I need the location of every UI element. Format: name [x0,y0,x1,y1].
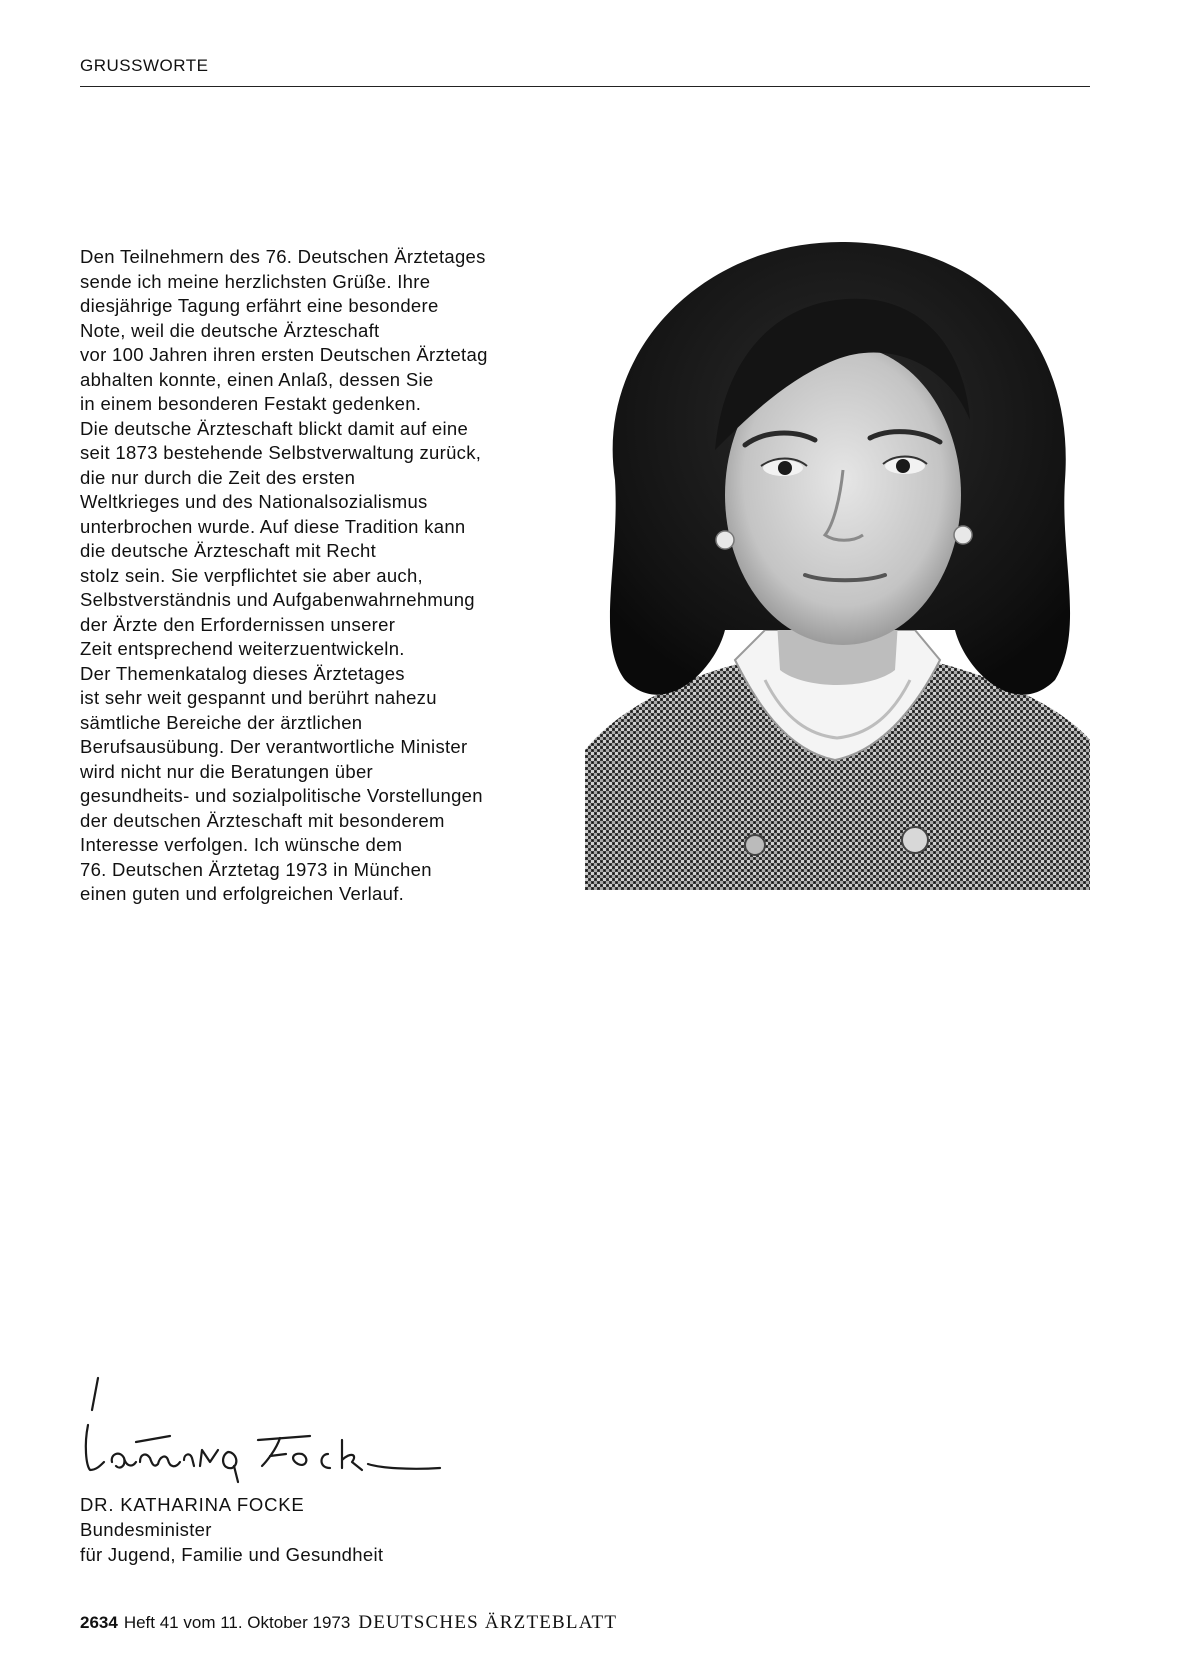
signature [80,1370,460,1490]
issue-info: Heft 41 vom 11. Oktober 1973 [123,1613,351,1632]
text-line: diesjährige Tagung erfährt eine besondere [80,295,439,316]
text-line: seit 1873 bestehende Selbstverwaltung zurück, [80,442,482,463]
text-line: Zeit entsprechend weiterzuentwickeln. [80,638,405,659]
text-line: Berufsausübung. Der verantwortliche Minister [80,736,468,757]
text-line: der deutschen Ärzteschaft mit besonderem [80,809,445,831]
page-number: 2634 [80,1613,118,1632]
signer-title: Bundesminister [80,1519,212,1540]
text-line: in einem besonderen Festakt gedenken. [80,393,422,414]
portrait-photo [585,230,1090,890]
page-footer [80,1612,617,1634]
greeting-text [80,245,600,907]
text-line: 76. Deutschen Ärztetag 1973 in München [80,858,432,880]
text-line: der Ärzte den Erfordernissen unserer [80,613,396,635]
text-line: die nur durch die Zeit des ersten [80,466,356,488]
signer-block [80,1492,383,1567]
text-line: Weltkrieges und des Nationalsozialismus [80,491,428,512]
journal-name: DEUTSCHES ÄRZTEBLATT [358,1612,618,1633]
text-line: Selbstverständnis und Aufgabenwahrnehmung [80,589,475,610]
signer-name: DR. KATHARINA FOCKE [80,1494,305,1515]
text-line: gesundheits- und sozialpolitische Vorstellungen [80,785,483,806]
text-line: Der Themenkatalog dieses Ärztetages [80,662,405,684]
text-line: Interesse verfolgen. Ich wünsche dem [80,834,403,855]
text-line: abhalten konnte, einen Anlaß, dessen Sie [80,368,434,390]
signer-ministry: für Jugend, Familie und Gesundheit [80,1544,384,1565]
text-line: stolz sein. Sie verpflichtet sie aber auch, [80,564,423,586]
text-line: Note, weil die deutsche Ärzteschaft [80,319,380,341]
text-line: ist sehr weit gespannt und berührt nahezu [80,687,437,708]
text-line: einen guten und erfolgreichen Verlauf. [80,883,405,904]
header-rule [80,86,1090,87]
text-line: sämtliche Bereiche der ärztlichen [80,711,363,733]
text-line: sende ich meine herzlichsten Grüße. Ihre [80,270,431,292]
text-line: die deutsche Ärzteschaft mit Recht [80,540,377,561]
text-line: vor 100 Jahren ihren ersten Deutschen Ärztetag [80,344,488,365]
text-line: wird nicht nur die Beratungen über [80,760,374,782]
text-line: Die deutsche Ärzteschaft blickt damit auf eine [80,417,469,439]
text-line: unterbrochen wurde. Auf diese Tradition kann [80,515,466,537]
text-line: Den Teilnehmern des 76. Deutschen Ärztetages [80,246,486,267]
section-label: GRUSSWORTE [80,56,209,75]
